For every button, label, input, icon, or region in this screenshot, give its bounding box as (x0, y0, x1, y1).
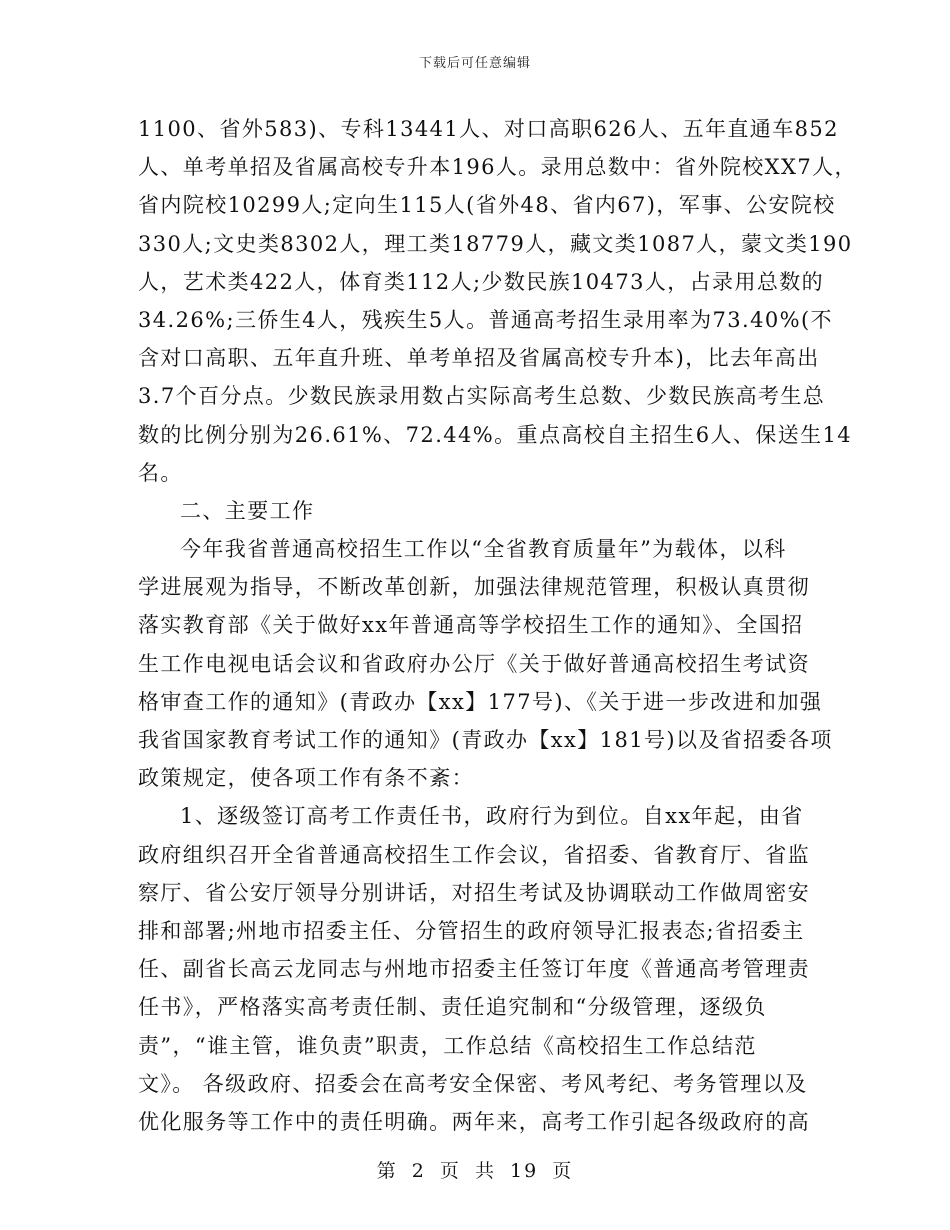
page-number-footer: 第 2 页 共 19 页 (376, 1160, 574, 1182)
text-line: 排和部署;州地市招委主任、分管招生的政府领导汇报表态;省招委主 (138, 918, 805, 943)
text-line: 文》。 各级政府、招委会在高考安全保密、考风考纪、考务管理以及 (138, 1071, 808, 1096)
text-line: 省内院校10299人;定向生115人(省外48、省内67)，军事、公安院校 (138, 193, 836, 218)
text-line: 落实教育部《关于做好xx年普通高等学校招生工作的通知》、全国招 (138, 613, 804, 638)
section-heading: 二、主要工作 (180, 498, 315, 523)
text-line: 政府组织召开全省普通高校招生工作会议，省招委、省教育厅、省监 (138, 842, 810, 867)
text-line: 人、单考单招及省属高校专升本196人。录用总数中：省外院校XX7人， (138, 155, 857, 180)
paragraph-first-line: 今年我省普通高校招生工作以“全省教育质量年”为载体，以科 (180, 537, 787, 562)
text-line: 生工作电视电话会议和省政府办公厅《关于做好普通高校招生考试资 (138, 651, 810, 676)
text-line: 责”，“谁主管，谁负责”职责，工作总结《高校招生工作总结范 (138, 1033, 757, 1058)
text-line: 政策规定，使各项工作有条不紊： (138, 766, 474, 791)
text-line: 1100、省外583)、专科13441人、对口高职626人、五年直通车852 (138, 117, 839, 141)
paragraph-first-line: 1、逐级签订高考工作责任书，政府行为到位。自xx年起，由省 (180, 804, 804, 829)
text-line: 3.7个百分点。少数民族录用数占实际高考生总数、少数民族高考生总 (138, 384, 826, 409)
text-line: 34.26%;三侨生4人，残疾生5人。普通高考招生录用率为73.40%(不 (138, 307, 833, 332)
text-line: 察厅、省公安厅领导分别讲话，对招生考试及协调联动工作做周密安 (138, 880, 810, 905)
text-line: 我省国家教育考试工作的通知》(青政办【xx】181号)以及省招委各项 (138, 728, 833, 752)
text-line: 优化服务等工作中的责任明确。两年来，高考工作引起各级政府的高 (138, 1109, 810, 1134)
text-line: 含对口高职、五年直升班、单考单招及省属高校专升本)，比去年高出 (138, 346, 820, 371)
text-line: 任、副省长高云龙同志与州地市招委主任签订年度《普通高考管理责 (138, 957, 810, 982)
text-line: 格审查工作的通知》(青政办【xx】177号)、《关于进一步改进和加强 (138, 689, 823, 714)
document-body (138, 110, 857, 1141)
text-line: 人，艺术类422人，体育类112人;少数民族10473人，占录用总数的 (138, 269, 825, 294)
text-line: 名。 (138, 460, 183, 485)
page-header-note: 下载后可任意编辑 (418, 56, 531, 71)
text-line: 学进展观为指导，不断改革创新，加强法律规范管理，积极认真贯彻 (138, 575, 810, 600)
text-line: 数的比例分别为26.61%、72.44%。重点高校自主招生6人、保送生14 (138, 422, 853, 447)
text-line: 330人;文史类8302人，理工类18779人，藏文类1087人，蒙文类190 (138, 231, 853, 256)
text-line: 任书》，严格落实高考责任制、责任追究制和“分级管理，逐级负 (138, 995, 767, 1020)
